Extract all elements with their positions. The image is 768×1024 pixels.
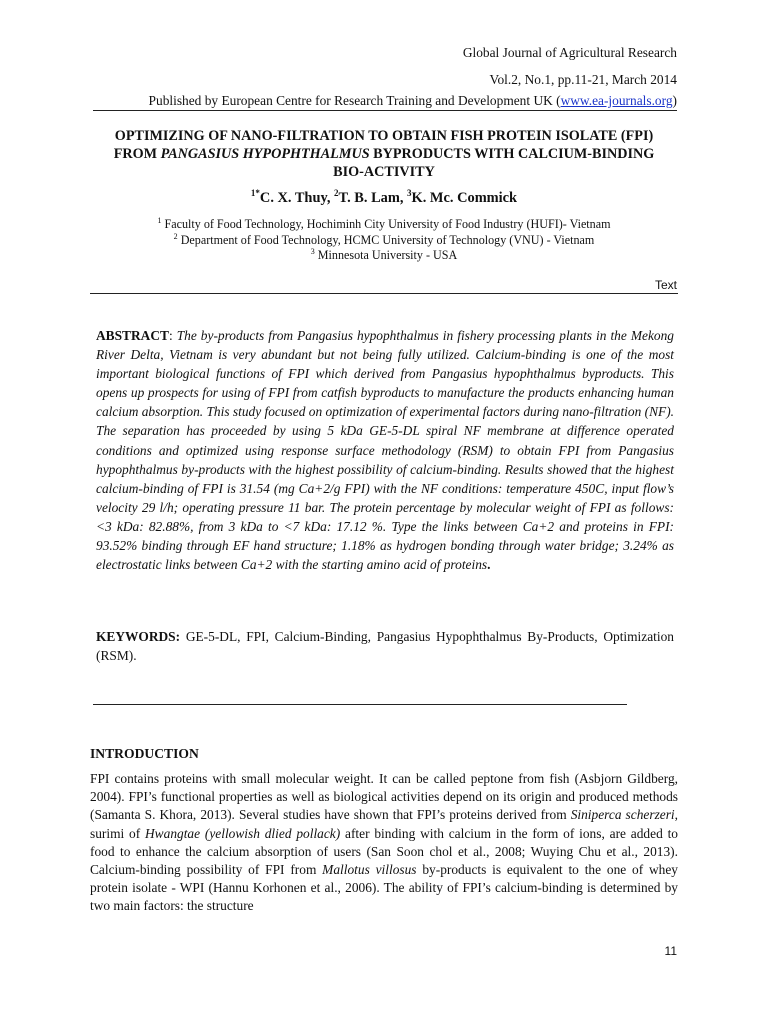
abstract-divider <box>93 704 627 705</box>
affiliation-2: $^2$ Department of Food Technology, HCMC University of Technology (VNU) - Vietnam <box>173 232 595 248</box>
section-divider <box>90 293 678 294</box>
author-list: $^{1*}$C. X. Thuy, $^2$T. B. Lam, $^3$K. Mc. Commick <box>250 188 518 206</box>
author-3: K. Mc. Commick <box>411 189 518 206</box>
keywords-label: KEYWORDS: <box>96 629 181 644</box>
author-1: C. X. Thuy, <box>259 189 335 206</box>
title-line-2: FROM PANGASIUS HYPOPHTHALMUS BYPRODUCTS WITH CALCIUM-BINDING <box>113 146 655 162</box>
paper-title <box>60 127 708 181</box>
affiliation-3: $^3$ Minnesota University - USA <box>310 247 458 263</box>
abstract-body: The by-products from Pangasius hypophthalmus in fishery processing plants in the Mekong River Delta, Vietnam is very abundant but not being fully utilized. Calcium-binding is one of the most important biological functions of FPI which derived from Pangasius hypophthalmus byproducts. This opens up prospects for using of FPI from catfish byproducts to manufacture the products enhancing human calcium absorption. This study focused on optimization of experimental factors during nano-filtration (NF). The separation has proceeded by using 5 kDa GE-5-DL spiral NF membrane at difference operated conditions and optimized using response surface methodology (RSM) to obtain FPI from Pangasius hypophthalmus by-products with the highest possibility of calcium-binding. Results showed that the highest calcium-binding of FPI is 31.54 (mg Ca+2/g FPI) with the NF conditions: temperature 450C, input flow’s velocity 29 l/h; operating pressure 11 bar. The protein percentage by molecular weight of FPI as follows: <3 kDa: 82.88%, from 3 kDa to <7 kDa: 17.12 %. Type the links between Ca+2 and proteins in FPI: 93.52% binding through EF hand structure; 1.18% as hydrogen bonding through water bridge; 3.24% as electrostatic links between Ca+2 with the starting amino acid of proteins <box>96 328 675 573</box>
publisher-line <box>149 93 677 109</box>
title-line-3: BIO-ACTIVITY <box>333 164 435 180</box>
abstract: ABSTRACT: The by-products from Pangasius hypophthalmus in fishery processing plants in the Mekong River Delta, Vietnam is very abundant but not being fully utilized. Calcium-binding is one of the most important biological functions of FPI which derived from Pangasius hypophthalmus byproducts. This opens up prospects for using of FPI from catfish byproducts to manufacture the products enhancing human calcium absorption. This study focused on optimization of experimental factors during nano-filtration (NF). The separation has proceeded by using 5 kDa GE-5-DL spiral NF membrane at difference operated conditions and optimized using response surface methodology (RSM) to obtain FPI from Pangasius hypophthalmus by-products with the highest possibility of calcium-binding. Results showed that the highest calcium-binding of FPI is 31.54 (mg Ca+2/g FPI) with the NF conditions: temperature 450C, input flow’s velocity 29 l/h; operating pressure 11 bar. The protein percentage by molecular weight of FPI as follows: <3 kDa: 82.88%, from 3 kDa to <7 kDa: 17.12 %. Type the links between Ca+2 and proteins in FPI: 93.52% binding through EF hand structure; 1.18% as hydrogen bonding through water bridge; 3.24% as electrostatic links between Ca+2 with the starting amino acid of proteins. <box>96 328 675 573</box>
publisher-text: Published by European Centre for Research Training and Development UK ( <box>148 93 561 108</box>
publisher-link[interactable]: www.ea-journals.org <box>560 93 673 108</box>
journal-volume: Vol.2, No.1, pp.11-21, March 2014 <box>489 72 677 87</box>
introduction-heading: INTRODUCTION <box>90 746 199 761</box>
keywords-body: GE-5-DL, FPI, Calcium-Binding, Pangasius Hypophthalmus By-Products, Optimization (RSM). <box>96 629 674 663</box>
page-number: 11 <box>664 944 677 958</box>
header-divider <box>93 110 677 111</box>
introduction-paragraph: FPI contains proteins with small molecular weight. It can be called peptone from fish (Asbjorn Gildberg, 2004). FPI’s functional properties as well as biological activities depend on its origin and produced methods (Samanta S. Khora, 2013). Several studies have shown that FPI’s proteins derived from Siniperca scherzeri, surimi of Hwangtae (yellowish dlied pollack) after binding with calcium in the form of ions, are added to food to enhance the calcium absorption of users (San Soon chol et al., 2008; Wuying Chu et al., 2013). Calcium-binding possibility of FPI from Mallotus villosus by-products is equivalent to the one of whey protein isolate - WPI (Hannu Korhonen et al., 2006). The ability of FPI’s calcium-binding is determined by two main factors: the structure <box>90 771 679 914</box>
abstract-label: ABSTRACT <box>96 328 169 343</box>
affiliation-1: $^1$ Faculty of Food Technology, Hochiminh City University of Food Industry (HUFI)- Vietnam <box>157 216 611 232</box>
keywords <box>96 627 674 665</box>
title-species: PANGASIUS HYPOPHTHALMUS <box>160 146 370 162</box>
title-line-1: OPTIMIZING OF NANO-FILTRATION TO OBTAIN FISH PROTEIN ISOLATE (FPI) <box>114 128 654 144</box>
publisher-close: ) <box>672 93 677 108</box>
section-tag: Text <box>654 278 677 292</box>
journal-name: Global Journal of Agricultural Research <box>462 45 677 60</box>
author-2: T. B. Lam, <box>338 189 408 206</box>
